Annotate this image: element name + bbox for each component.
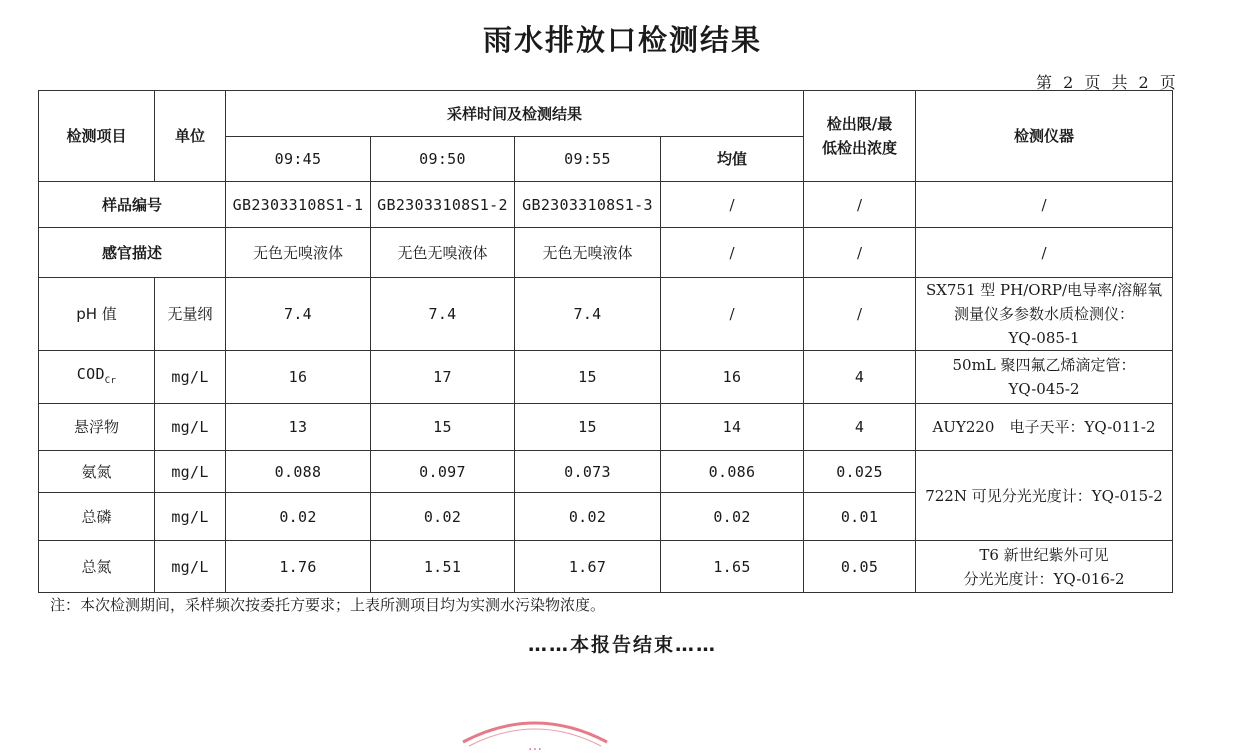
header-sampling: 采样时间及检测结果 xyxy=(226,91,804,137)
sample-id-3: GB23033108S1-3 xyxy=(515,182,661,228)
sample-limit: / xyxy=(804,182,916,228)
value-nh3n-3: 0.073 xyxy=(515,451,661,493)
value-cod-3: 15 xyxy=(515,351,661,404)
average-tn: 1.65 xyxy=(661,541,804,593)
table-row-sensory xyxy=(39,228,1173,278)
instrument-spectrophotometer: 722N 可见分光光度计：YQ-015-2 xyxy=(916,451,1173,541)
limit-tp: 0.01 xyxy=(804,493,916,541)
average-tp: 0.02 xyxy=(661,493,804,541)
value-nh3n-2: 0.097 xyxy=(371,451,515,493)
sample-label: 样品编号 xyxy=(39,182,226,228)
limit-tn: 0.05 xyxy=(804,541,916,593)
value-ph-1: 7.4 xyxy=(226,278,371,351)
sensory-value-2: 无色无嗅液体 xyxy=(371,228,515,278)
limit-cod: 4 xyxy=(804,351,916,404)
average-ss: 14 xyxy=(661,404,804,451)
limit-ph: / xyxy=(804,278,916,351)
average-ph: / xyxy=(661,278,804,351)
unit-nh3n: mg/L xyxy=(155,451,226,493)
value-ph-2: 7.4 xyxy=(371,278,515,351)
sample-id-2: GB23033108S1-2 xyxy=(371,182,515,228)
table-row-tn xyxy=(39,541,1173,593)
unit-tp: mg/L xyxy=(155,493,226,541)
table-row-ph xyxy=(39,278,1173,351)
value-ss-2: 15 xyxy=(371,404,515,451)
item-cod: $COD_{Cr}$ xyxy=(39,351,155,404)
value-tn-2: 1.51 xyxy=(371,541,515,593)
average-cod: 16 xyxy=(661,351,804,404)
instrument-tn xyxy=(916,541,1173,593)
sample-average: / xyxy=(661,182,804,228)
item-ss: 悬浮物 xyxy=(39,404,155,451)
sensory-limit: / xyxy=(804,228,916,278)
sensory-value-1: 无色无嗅液体 xyxy=(226,228,371,278)
table-row-sample xyxy=(39,182,1173,228)
sensory-label: 感官描述 xyxy=(39,228,226,278)
item-nh3n: 氨氮 xyxy=(39,451,155,493)
table-row-cod xyxy=(39,351,1173,404)
item-tp: 总磷 xyxy=(39,493,155,541)
report-end-mark: ……本报告结束…… xyxy=(527,634,717,656)
value-ss-3: 15 xyxy=(515,404,661,451)
instrument-ph-line2: 测量仪多参数水质检测仪： xyxy=(954,305,1135,323)
instrument-ph-line3: YQ-085-1 xyxy=(1008,329,1080,347)
header-item: 检测项目 xyxy=(39,91,155,182)
sensory-value-3: 无色无嗅液体 xyxy=(515,228,661,278)
sensory-instrument: / xyxy=(916,228,1173,278)
sample-id-1: GB23033108S1-1 xyxy=(226,182,371,228)
results-table xyxy=(38,90,1173,593)
header-limit-line2: 低检出浓度 xyxy=(822,139,898,157)
svg-text:...: ... xyxy=(527,736,543,754)
header-average: 均值 xyxy=(661,137,804,182)
table-row-nh3n xyxy=(39,451,1173,493)
report-title: 雨水排放口检测结果 xyxy=(482,23,762,57)
instrument-ph xyxy=(916,278,1173,351)
value-tp-1: 0.02 xyxy=(226,493,371,541)
item-tn: 总氮 xyxy=(39,541,155,593)
table-row-ss xyxy=(39,404,1173,451)
value-ph-3: 7.4 xyxy=(515,278,661,351)
instrument-cod-line1: 50mL 聚四氟乙烯滴定管： xyxy=(952,356,1136,374)
header-limit xyxy=(804,91,916,182)
item-ph: pH 值 xyxy=(39,278,155,351)
instrument-tn-line1: T6 新世纪紫外可见 xyxy=(979,545,1109,564)
seal-stamp xyxy=(455,712,615,755)
instrument-tn-line2: 分光光度计：YQ-016-2 xyxy=(963,569,1125,588)
limit-ss: 4 xyxy=(804,404,916,451)
sample-instrument: / xyxy=(916,182,1173,228)
sensory-average: / xyxy=(661,228,804,278)
unit-tn: mg/L xyxy=(155,541,226,593)
header-instrument: 检测仪器 xyxy=(916,91,1173,182)
instrument-cod-line2: YQ-045-2 xyxy=(1008,380,1080,398)
average-nh3n: 0.086 xyxy=(661,451,804,493)
header-unit: 单位 xyxy=(155,91,226,182)
page-indicator: 第 2 页 共 2 页 xyxy=(1036,73,1179,92)
value-tn-3: 1.67 xyxy=(515,541,661,593)
footnote: 注：本次检测期间，采样频次按委托方要求；上表所测项目均为实测水污染物浓度。 xyxy=(50,596,606,614)
unit-cod: mg/L xyxy=(155,351,226,404)
value-cod-1: 16 xyxy=(226,351,371,404)
instrument-ss: AUY220 电子天平：YQ-011-2 xyxy=(916,404,1173,451)
unit-ss: mg/L xyxy=(155,404,226,451)
instrument-cod xyxy=(916,351,1173,404)
instrument-ph-line1: SX751 型 PH/ORP/电导率/溶解氧 xyxy=(925,281,1163,299)
value-nh3n-1: 0.088 xyxy=(226,451,371,493)
header-time-2: 09:50 xyxy=(371,137,515,182)
limit-nh3n: 0.025 xyxy=(804,451,916,493)
value-ss-1: 13 xyxy=(226,404,371,451)
header-time-3: 09:55 xyxy=(515,137,661,182)
value-tp-2: 0.02 xyxy=(371,493,515,541)
value-tp-3: 0.02 xyxy=(515,493,661,541)
header-row xyxy=(39,91,1173,137)
header-time-1: 09:45 xyxy=(226,137,371,182)
unit-ph: 无量纲 xyxy=(155,278,226,351)
value-cod-2: 17 xyxy=(371,351,515,404)
value-tn-1: 1.76 xyxy=(226,541,371,593)
header-limit-line1: 检出限/最 xyxy=(826,115,893,133)
